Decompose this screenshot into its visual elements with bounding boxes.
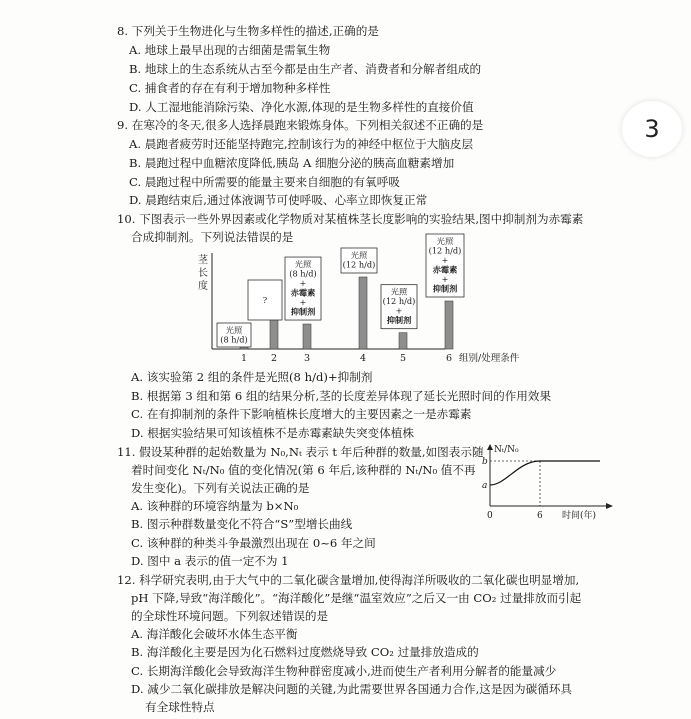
q10-xtick-6: 6 xyxy=(446,353,453,364)
q8-option-c: C. 捕食者的存在有利于增加物种多样性 xyxy=(129,81,331,95)
q12-option-a: A. 海洋酸化会破坏水体生态平衡 xyxy=(131,627,298,641)
q9-option-a: A. 晨跑者疲劳时还能坚持跑完,控制该行为的神经中枢位于大脑皮层 xyxy=(129,137,474,151)
q10-xlabel: 组别/处理条件 xyxy=(459,353,520,364)
q10-bar-4 xyxy=(359,277,367,349)
q11-option-c: C. 该种群的种类斗争最激烈出现在 0~6 年之间 xyxy=(131,536,376,550)
q11-xtick-6: 6 xyxy=(537,511,543,521)
q11-stem-line2: 着时间变化 Nₜ/N₀ 值的变化情况(第 6 年后,该种群的 Nₜ/N₀ 值不再 xyxy=(131,463,476,477)
q11-option-a: A. 该种群的环境容纳量为 b×N₀ xyxy=(131,499,299,513)
q10-condition-text: 赤霉素 xyxy=(432,264,458,275)
q10-condition-text: + xyxy=(441,275,449,284)
q10-bar-6 xyxy=(445,301,453,349)
q10-condition-text: + xyxy=(395,306,403,316)
q10-condition-text: 赤霉素 xyxy=(290,287,316,298)
q10-condition-text: + xyxy=(299,298,307,308)
q12-option-d: D. 减少二氧化碳排放是解决问题的关键,为此需要世界各国通力合作,这是因为碳循环具 xyxy=(131,682,573,696)
q10-bar-3 xyxy=(303,324,311,349)
q10-condition-box-4 xyxy=(341,248,377,273)
q10-condition-text: 光照 xyxy=(294,259,312,270)
q10-xtick-2: 2 xyxy=(271,353,278,364)
q10-stem-line1: 10. 下图表示一些外界因素或化学物质对某植株茎长度影响的实验结果,图中抑制剂为赤霉素 xyxy=(117,212,584,226)
q11-ymark-b: b xyxy=(482,457,488,467)
q10-xtick-4: 4 xyxy=(360,353,367,364)
q8-option-a: A. 地球上最早出现的古细菌是需氧生物 xyxy=(129,43,331,57)
q11-option-b: B. 图示种群数量变化不符合“S”型增长曲线 xyxy=(131,517,353,531)
q10-condition-box-1 xyxy=(217,323,251,347)
q10-condition-text: 抑制剂 xyxy=(432,283,458,294)
q10-option-a: A. 该实验第 2 组的条件是光照(8 h/d)+抑制剂 xyxy=(131,370,373,384)
q12-stem-line2: pH 下降,导致“海洋酸化”。“海洋酸化”是继“温室效应”之后又一由 CO₂ 过量排放而引起 xyxy=(131,591,582,605)
q11-xtick-0: 0 xyxy=(487,511,493,521)
q11-line-chart xyxy=(478,440,620,528)
q10-condition-text: 光照 xyxy=(436,236,454,246)
q10-condition-text: 抑制剂 xyxy=(386,315,412,326)
q8-option-d: D. 人工湿地能消除污染、净化水源,体现的是生物多样性的直接价值 xyxy=(129,100,474,114)
q11-curve xyxy=(490,461,600,485)
q9-stem: 9. 在寒冷的冬天,很多人选择晨跑来锻炼身体。下列相关叙述不正确的是 xyxy=(117,118,484,132)
page-number-badge: 3 xyxy=(622,101,682,157)
q10-condition-text: (12 h/d) xyxy=(428,245,462,256)
q10-option-c: C. 在有抑制剂的条件下影响植株长度增大的主要因素之一是赤霉素 xyxy=(131,407,472,421)
q10-condition-text: (12 h/d) xyxy=(342,259,376,270)
q10-condition-text: (12 h/d) xyxy=(382,296,416,307)
q10-condition-box-6 xyxy=(426,234,464,297)
q9-option-b: B. 晨跑过程中血糖浓度降低,胰岛 A 细胞分泌的胰高血糖素增加 xyxy=(129,156,455,170)
q11-ymark-a: a xyxy=(482,481,488,491)
q12-option-d-cont: 有全球性特点 xyxy=(145,700,215,714)
q10-condition-box-5 xyxy=(381,285,417,329)
q10-ylabel xyxy=(198,253,209,292)
q10-condition-text: (8 h/d) xyxy=(289,268,317,279)
q10-xtick-5: 5 xyxy=(400,353,407,364)
q10-condition-box-3 xyxy=(285,257,321,320)
q10-condition-text: (8 h/d) xyxy=(220,334,248,345)
q10-condition-text: ? xyxy=(262,295,268,305)
q10-ylabel-char: 长 xyxy=(198,268,208,279)
q9-option-c: C. 晨跑过程中所需要的能量主要来自细胞的有氧呼吸 xyxy=(129,175,400,189)
q10-condition-text: 光照 xyxy=(390,286,408,297)
q12-option-b: B. 海洋酸化主要是因为化石燃料过度燃烧导致 CO₂ 过量排放造成的 xyxy=(131,645,479,659)
q8-stem: 8. 下列关于生物进化与生物多样性的描述,正确的是 xyxy=(117,24,379,38)
q11-option-d: D. 图中 a 表示的值一定不为 1 xyxy=(131,554,289,568)
q11-stem-line3: 发生变化)。下列有关说法正确的是 xyxy=(131,481,310,495)
q10-condition-text: 光照 xyxy=(225,325,243,335)
q10-condition-text: + xyxy=(299,279,307,289)
q8-option-b: B. 地球上的生态系统从古至今都是由生产者、消费者和分解者组成的 xyxy=(129,62,482,76)
q10-option-d: D. 根据实验结果可知该植株不是赤霉素缺失突变体植株 xyxy=(131,426,414,440)
q10-bar-5 xyxy=(399,333,407,349)
q12-option-c: C. 长期海洋酸化会导致海洋生物种群密度减小,进而使生产者利用分解者的能量减少 xyxy=(131,664,557,678)
q10-bar-chart xyxy=(195,236,535,365)
q11-xlabel: 时间(年) xyxy=(562,511,597,521)
q11-ylabel: Nₜ/N₀ xyxy=(494,445,519,455)
q10-xtick-3: 3 xyxy=(304,353,311,364)
q10-condition-text: 光照 xyxy=(350,250,368,260)
q10-stem-line2: 合成抑制剂。下列说法错误的是 xyxy=(131,230,294,244)
q12-stem-line1: 12. 科学研究表明,由于大气中的二氧化碳含量增加,使得海洋所吸收的二氧化碳也明显增加, xyxy=(117,573,580,587)
q10-ylabel-char: 度 xyxy=(198,281,208,292)
q10-condition-text: 抑制剂 xyxy=(290,306,316,317)
q10-ylabel-char: 茎 xyxy=(198,255,208,266)
q11-stem-line1: 11. 假设某种群的起始数量为 N₀,Nₜ 表示 t 年后种群的数量,如图表示随 xyxy=(117,445,484,459)
q10-condition-text: + xyxy=(441,256,449,265)
q12-stem-line3: 的全球性环境问题。下列叙述错误的是 xyxy=(131,609,329,623)
q10-condition-box-2 xyxy=(248,280,282,320)
q10-option-b: B. 根据第 3 组和第 6 组的结果分析,茎的长度差异体现了延长光照时间的作用效果 xyxy=(131,389,552,403)
q10-xtick-1: 1 xyxy=(241,353,248,364)
q9-option-d: D. 晨跑结束后,通过体液调节可使呼吸、心率立即恢复正常 xyxy=(129,193,428,207)
